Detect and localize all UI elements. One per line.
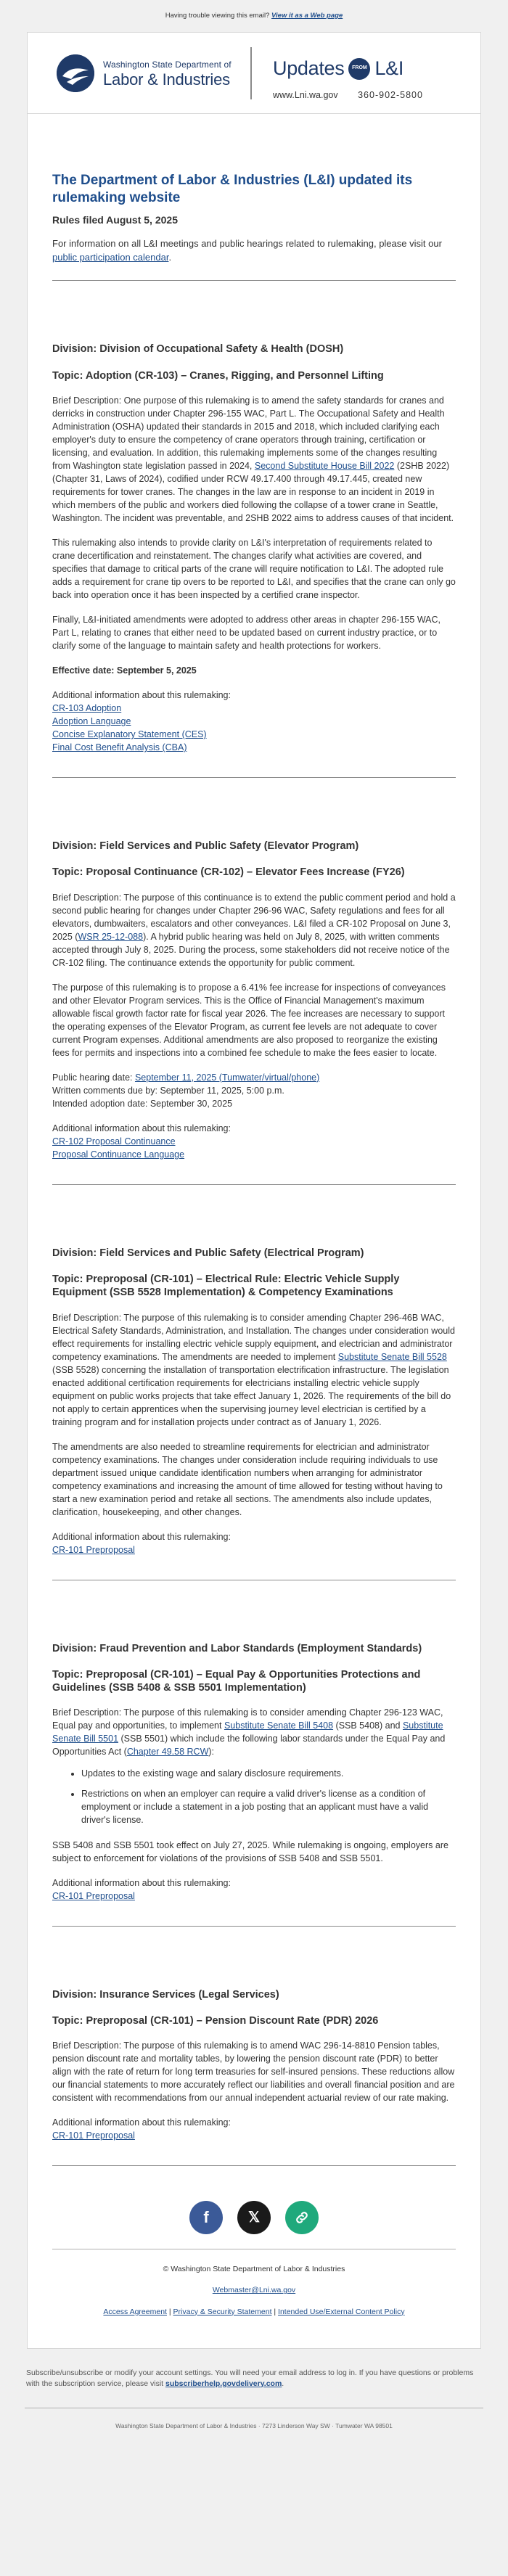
copyright-text: © Washington State Department of Labor & Industries bbox=[163, 2265, 345, 2274]
topic-heading: Topic: Preproposal (CR-101) – Electrical Rule: Electric Vehicle Supply Equipment (SSB 5528 Implementation) & Competency Examinations bbox=[52, 1273, 400, 1299]
email-header bbox=[28, 33, 480, 114]
access-agreement-link[interactable]: Access Agreement bbox=[103, 2307, 167, 2316]
adoption-language-link[interactable]: Adoption Language bbox=[52, 716, 131, 726]
rules-filed-date: Rules filed August 5, 2025 bbox=[52, 213, 178, 226]
rulemaking-section-electrical bbox=[28, 1185, 480, 1580]
topic-heading: Topic: Preproposal (CR-101) – Pension Discount Rate (PDR) 2026 bbox=[52, 2014, 379, 2027]
cr-101-preproposal-link[interactable]: CR-101 Preproposal bbox=[52, 2130, 135, 2141]
view-web-page-link[interactable]: View it as a Web page bbox=[271, 12, 343, 20]
email-footer: © Washington State Department of Labor & Industries Webmaster@Lni.wa.gov Access Agreement | Privacy & Security Statement | Intended Use/External Content Policy bbox=[28, 2249, 480, 2348]
chapter-49-58-rcw-link[interactable]: Chapter 49.58 RCW bbox=[126, 1747, 209, 1757]
description-paragraph: Brief Description: The purpose of this continuance is to extend the public comment period and hold a second public hearing for changes under Chapter 296-96 WAC, Safety regulations and fees for all elevators, dumbwaiters, escalators and other conveyances. L&I filed a CR-102 Proposal on June 3, 2025 (WSR 25-12-088). A hybrid public hearing was held on July 8, 2025, with written comments accepted through July 8, 2025. During the process, some stakeholders did not receive notice of the CR-102 filing. The continuance extends the opportunity for public comment. bbox=[52, 892, 456, 968]
division-heading: Division: Division of Occupational Safety & Health (DOSH) bbox=[52, 343, 344, 356]
hearing-info: Public hearing date: September 11, 2025 (Tumwater/virtual/phone) Written comments due by: September 11, 2025, 5:00 p.m. Intended adoption date: September 30, 2025 bbox=[52, 1071, 456, 1110]
cr-101-preproposal-link[interactable]: CR-101 Preproposal bbox=[52, 1890, 135, 1901]
additional-info-label: Additional information about this rulemaking: bbox=[52, 1877, 231, 1888]
subscription-notice: Subscribe/unsubscribe or modify your account settings. You will need your email address to log in. If you have questions or problems with the subscription service, please visit subscriberhelp.govdelivery.com. bbox=[26, 2368, 474, 2388]
trouble-viewing-text: Having trouble viewing this email? bbox=[165, 12, 270, 20]
rulemaking-section-insurance bbox=[28, 1927, 480, 2165]
page-title: The Department of Labor & Industries (L&I) updated its rulemaking website bbox=[52, 173, 413, 205]
cr-101-preproposal-link[interactable]: CR-101 Preproposal bbox=[52, 1544, 135, 1555]
ssb-5501-link[interactable]: Substitute Senate Bill 5501 bbox=[52, 1720, 443, 1744]
email-card bbox=[27, 32, 481, 2349]
description-paragraph: Brief Description: One purpose of this rulemaking is to amend the safety standards for cranes and derricks in construction under Chapter 296-155 WAC, Part L. The Occupational Safety and Health Administration (OSHA) updated their standards in 2015 and 2018, which included clarifying each employer's duty to ensure the competency of crane operators through training, certification or licensing, and evaluation. In addition, this rulemaking implements some of the changes resulting from Washington state legislation passed in 2024, Second Substitute House Bill 2022 (2SHB 2022) (Chapter 31, Laws of 2024), codified under RCW 49.17.400 through 49.17.445, created new requirements for tower cranes. The changes in the law are in response to an incident in 2019 in which members of the public and workers died following the collapse of a tower crane in Seattle, Washington. The incident was preventable, and 2SHB 2022 aims to address causes of that incident. bbox=[52, 395, 454, 523]
topic-heading: Topic: Proposal Continuance (CR-102) – Elevator Fees Increase (FY26) bbox=[52, 866, 405, 879]
description-paragraph: Finally, L&I-initiated amendments were adopted to address other areas in chapter 296-155 WAC, Part L, relating to cranes that either need to be updated based on current industry practice, or to clarify some of the language to maintain safety and health protections for workers. bbox=[52, 614, 441, 651]
rulemaking-links bbox=[52, 1543, 456, 1556]
effective-date: Effective date: September 5, 2025 bbox=[52, 665, 197, 676]
public-participation-calendar-link[interactable]: public participation calendar bbox=[52, 251, 169, 263]
x-twitter-icon[interactable]: 𝕏 bbox=[237, 2201, 271, 2234]
ssb-5528-link[interactable]: Substitute Senate Bill 5528 bbox=[337, 1351, 447, 1362]
wsr-link[interactable]: WSR 25-12-088 bbox=[78, 931, 144, 942]
description-paragraph: SSB 5408 and SSB 5501 took effect on July 27, 2025. While rulemaking is ongoing, employers are subject to enforcement for violations of the provisions of SSB 5408 and SSB 5501. bbox=[52, 1839, 448, 1863]
privacy-security-link[interactable]: Privacy & Security Statement bbox=[173, 2307, 272, 2316]
rulemaking-section-employment bbox=[28, 1580, 480, 1926]
phone-text: 360-902-5800 bbox=[358, 90, 423, 101]
mailing-address: Washington State Department of Labor & Industries · 7273 Linderson Way SW · Tumwater WA 98501 bbox=[115, 2422, 393, 2430]
webmaster-email-link[interactable]: Webmaster@Lni.wa.gov bbox=[212, 2286, 296, 2295]
intended-use-policy-link[interactable]: Intended Use/External Content Policy bbox=[278, 2307, 405, 2316]
list-item: • Restrictions on when an employer can require a valid driver's license as a condition of employment or include a statement in a job posting that an applicant must have a valid driver's license. bbox=[81, 1787, 456, 1826]
rulemaking-links bbox=[52, 702, 456, 755]
cr-102-continuance-link[interactable]: CR-102 Proposal Continuance bbox=[52, 1136, 176, 1147]
continuance-language-link[interactable]: Proposal Continuance Language bbox=[52, 1149, 185, 1160]
division-heading: Division: Field Services and Public Safety (Elevator Program) bbox=[52, 840, 359, 853]
rulemaking-section-elevator bbox=[28, 778, 480, 1184]
ssb-5408-link[interactable]: Substitute Senate Bill 5408 bbox=[224, 1720, 334, 1731]
rulemaking-links bbox=[52, 2129, 456, 2142]
logo-small-text: Washington State Department of bbox=[103, 59, 232, 70]
rulemaking-links bbox=[52, 1890, 456, 1903]
social-links bbox=[28, 2166, 480, 2249]
hearing-date-link[interactable]: September 11, 2025 (Tumwater/virtual/phone) bbox=[134, 1072, 320, 1083]
website-text: www.Lni.wa.gov bbox=[273, 90, 338, 101]
lni-logo[interactable] bbox=[57, 54, 232, 92]
intro-text: For information on all L&I meetings and public hearings related to rulemaking, please visit our public participation calendar. bbox=[52, 237, 442, 263]
topic-heading: Topic: Preproposal (CR-101) – Equal Pay & Opportunities Protections and Guidelines (SSB 5408 & SSB 5501 Implementation) bbox=[52, 1668, 421, 1694]
division-heading: Division: Field Services and Public Safety (Electrical Program) bbox=[52, 1247, 364, 1260]
description-paragraph: The purpose of this rulemaking is to propose a 6.41% fee increase for inspections of conveyances and other Elevator Program services. This is the Office of Financial Management's maximum allowable fiscal growth factor rate for fiscal year 2026. The fee increases are necessary to support the operating expenses of the Elevator Program, as current fee levels are not adequate to cover current Program expenses. Additional amendments are also proposed to reorganize the existing fees for permits and inspections into a combined fee schedule to make the fees easier to locate. bbox=[52, 982, 446, 1058]
facebook-icon[interactable]: f bbox=[189, 2201, 223, 2234]
description-paragraph: Brief Description: The purpose of this rulemaking is to amend WAC 296-14-8810 Pension tables, pension discount rate and mortality tables, by lowering the pension discount rate (PDR) to better align with the rate of return for long term treasuries for self-insured pensions. These reductions allow our financial statements to more accurately reflect our liabilities and overall financial position and are consistent with recommendations from our annual independent actuarial review of our rate making. bbox=[52, 2040, 455, 2103]
topic-heading: Topic: Adoption (CR-103) – Cranes, Rigging, and Personnel Lifting bbox=[52, 369, 384, 382]
top-bar bbox=[0, 0, 508, 32]
header-divider bbox=[250, 47, 252, 99]
subscriber-help-link[interactable]: subscriberhelp.govdelivery.com bbox=[165, 2379, 282, 2388]
description-paragraph: The amendments are also needed to streamline requirements for electrician and administrator competency examinations. The changes under consideration include requiring individuals to use department issued unique candidate identification numbers when arranging for administrator competency examinations and increasing the amount of time allowed for testing without having to start a new examination period and retake all sections. The amendments also include updates, clarification, housekeeping, and other changes. bbox=[52, 1441, 443, 1517]
list-item: • Updates to the existing wage and salary disclosure requirements. bbox=[81, 1767, 456, 1780]
division-heading: Division: Fraud Prevention and Labor Standards (Employment Standards) bbox=[52, 1642, 422, 1654]
ces-link[interactable]: Concise Explanatory Statement (CES) bbox=[52, 729, 207, 740]
additional-info-label: Additional information about this rulemaking: bbox=[52, 1123, 231, 1133]
updates-branding bbox=[273, 54, 423, 102]
adoption-date: Intended adoption date: September 30, 2025 bbox=[52, 1098, 233, 1109]
rulemaking-links bbox=[52, 1135, 456, 1161]
li-word: L&I bbox=[374, 57, 404, 79]
intro-section bbox=[28, 114, 480, 280]
logo-large-text: Labor & Industries bbox=[103, 70, 230, 89]
2shb-2022-link[interactable]: Second Substitute House Bill 2022 bbox=[254, 460, 395, 471]
additional-info-label: Additional information about this rulemaking: bbox=[52, 1531, 231, 1542]
description-paragraph: This rulemaking also intends to provide clarity on L&I's interpretation of requirements related to crane decertification and reinstatement. The changes clarify what activities are covered, and specifies that damage to critical parts of the crane will require notification to L&I. The adopted rule adds a requirement for crane tip overs to be reported to L&I, and specifies that the crane can only go back into operation once it has been inspected by a certified crane inspector. bbox=[52, 537, 456, 600]
washington-seal-icon bbox=[57, 54, 94, 92]
cr-103-adoption-link[interactable]: CR-103 Adoption bbox=[52, 702, 122, 713]
cba-link[interactable]: Final Cost Benefit Analysis (CBA) bbox=[52, 742, 187, 753]
rulemaking-section-dosh bbox=[28, 281, 480, 777]
division-heading: Division: Insurance Services (Legal Services) bbox=[52, 1988, 279, 2001]
link-icon[interactable] bbox=[285, 2201, 319, 2234]
additional-info-label: Additional information about this rulemaking: bbox=[52, 689, 231, 700]
description-paragraph: Brief Description: The purpose of this rulemaking is to consider amending Chapter 296-46B WAC, Electrical Safety Standards, Administration, and Installation. The changes under consideration would effect requirements for installing electric vehicle supply equipment, and electrician and administrator competency examinations. The amendments are needed to implement Substitute Senate Bill 5528 (SSB 5528) concerning the installation of transportation electrification infrastructure. The legislation enacted additional certification requirements for electricians installing electric vehicle supply equipment on public works projects that take effect January 1, 2026. The requirements of the bill do not apply to certain apprentices when the supervising journey level electrician is certified by a training program and for installation projects under contract as of January 1, 2026. bbox=[52, 1312, 455, 1427]
updates-word: Updates bbox=[273, 57, 345, 79]
additional-info-label: Additional information about this rulemaking: bbox=[52, 2117, 231, 2128]
requirements-list bbox=[81, 1767, 456, 1827]
comments-due: Written comments due by: September 11, 2025, 5:00 p.m. bbox=[52, 1085, 284, 1096]
from-badge: FROM bbox=[348, 58, 370, 80]
description-paragraph: Brief Description: The purpose of this rulemaking is to consider amending Chapter 296-123 WAC, Equal pay and opportunities, to implement Substitute Senate Bill 5408 (SSB 5408) and Substitute Senate Bill 5501 (SSB 5501) which include the following labor standards under the Equal Pay and Opportunities Act (Chapter 49.58 RCW): bbox=[52, 1707, 446, 1757]
